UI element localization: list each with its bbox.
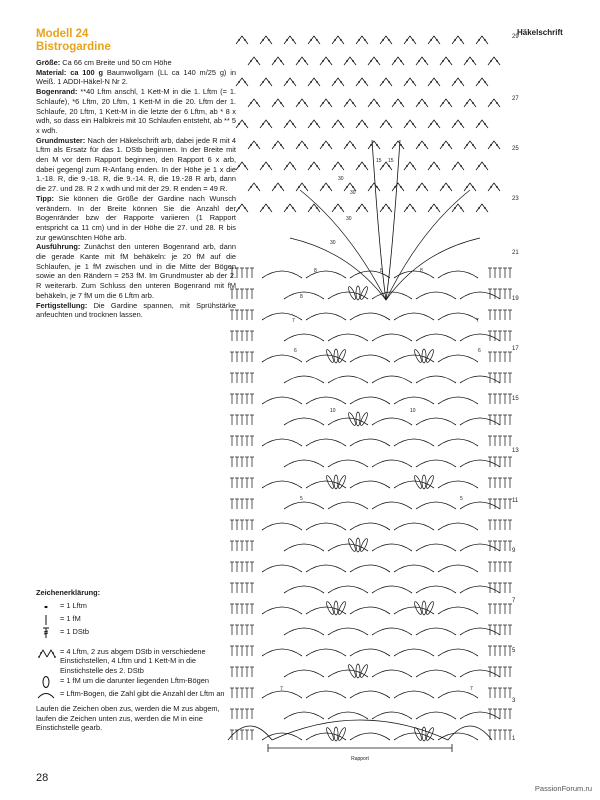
row-number: 21 xyxy=(512,250,519,256)
chain-count-label: 8 xyxy=(380,268,383,274)
chain-arch xyxy=(438,523,478,530)
chain-arch xyxy=(306,397,346,404)
chain-arch xyxy=(350,397,390,404)
chain-count-label: 30 xyxy=(350,190,356,196)
chain-count-label: 5 xyxy=(300,496,303,502)
chain-count-label: 8 xyxy=(314,268,317,274)
chain-arch xyxy=(438,649,478,656)
chain-count-label: 15 xyxy=(376,158,382,164)
chain-count-label: 6 xyxy=(294,348,297,354)
chain-count-label: 8 xyxy=(420,268,423,274)
chain-arch xyxy=(372,502,412,509)
border-arch xyxy=(448,726,492,740)
chain-arch xyxy=(438,481,478,488)
chain-arch xyxy=(328,586,368,593)
leaf-mark xyxy=(337,727,347,741)
instruction-label: Tipp: xyxy=(36,193,54,203)
chain-arch xyxy=(460,418,500,425)
chain-arch xyxy=(372,418,412,425)
instruction-text: Die Gardine spannen, mit Sprühstärke anfeuchten und trocknen lassen. xyxy=(36,300,236,320)
chain-arch xyxy=(416,502,456,509)
row-number: 13 xyxy=(512,448,519,454)
instruction-text: **40 Lftm anschl, 1 Kett-M in die 1. Lftm (= 1. Schlaufe), *6 Lftm, 20 Lftm, 1 Kett-M in die 20. Lftm der 1. Schlaufe, 20 Lftm, 1 Kett-M in die letzte der 6 Lftm, ab * 8 x wdh, so dass ein Halbkreis mit 10 Schlaufen entsteht, ab ** 5 x wdh. xyxy=(36,87,236,135)
row-numbers xyxy=(512,34,519,742)
row-number: 27 xyxy=(512,96,519,102)
chain-arch xyxy=(328,460,368,467)
chain-arch xyxy=(306,523,346,530)
chain-arch xyxy=(416,418,456,425)
chain-arch xyxy=(284,670,324,677)
chain-arch xyxy=(416,334,456,341)
chain-arch xyxy=(350,313,390,320)
row-number: 7 xyxy=(512,598,516,604)
chain-arch xyxy=(284,418,324,425)
zigzag-row xyxy=(248,57,500,65)
leaf-mark xyxy=(337,475,347,489)
chain-arch xyxy=(438,565,478,572)
chain-arch xyxy=(284,712,324,719)
chain-arch xyxy=(306,691,346,698)
chain-arch xyxy=(460,460,500,467)
watermark: PassionForum.ru xyxy=(534,784,592,793)
model-name: Bistrogardine xyxy=(36,41,111,53)
chain-arch xyxy=(306,271,346,278)
chain-arch xyxy=(394,439,434,446)
leaf-mark xyxy=(359,664,369,678)
chain-count-label: 7 xyxy=(470,686,473,692)
chain-arch xyxy=(350,691,390,698)
chain-arch xyxy=(350,733,390,740)
chain-arch xyxy=(262,439,302,446)
chain-count-label: 6 xyxy=(478,348,481,354)
chain-arch xyxy=(262,313,302,320)
chain-arch xyxy=(328,376,368,383)
instruction-label: Material: ca 100 g xyxy=(36,67,103,77)
chain-arch xyxy=(372,460,412,467)
chain-arch xyxy=(460,586,500,593)
chain-arch xyxy=(416,292,456,299)
chain-count-label: 15 xyxy=(388,158,394,164)
chain-arch xyxy=(262,607,302,614)
chain-arch xyxy=(262,397,302,404)
chain-arch xyxy=(262,691,302,698)
chain-arch xyxy=(262,523,302,530)
zigzag-row xyxy=(236,162,488,170)
row-number: 25 xyxy=(512,146,519,152)
chain-arch xyxy=(262,355,302,362)
instruction-label: Bogenrand: xyxy=(36,87,78,97)
chain-arch xyxy=(372,670,412,677)
chain-arch xyxy=(306,565,346,572)
chain-arch xyxy=(416,628,456,635)
chain-arch xyxy=(262,271,302,278)
fan-stitch xyxy=(372,140,400,300)
chain-arch xyxy=(438,271,478,278)
chain-arch xyxy=(394,523,434,530)
chain-arch xyxy=(438,691,478,698)
chain-arch xyxy=(438,397,478,404)
leaf-mark xyxy=(359,286,369,300)
row-number: 15 xyxy=(512,396,519,402)
chain-arch xyxy=(350,649,390,656)
chain-arch xyxy=(416,544,456,551)
instruction-label: Grundmuster: xyxy=(36,135,86,145)
chain-count-label: 30 xyxy=(338,176,344,182)
chain-arch xyxy=(350,439,390,446)
chain-arch xyxy=(372,586,412,593)
row-number: 1 xyxy=(512,736,516,742)
chain-count-label: 7 xyxy=(280,686,283,692)
row-number: 17 xyxy=(512,346,519,352)
rapport-bracket xyxy=(268,744,452,762)
chain-arch xyxy=(306,313,346,320)
row-number: 3 xyxy=(512,698,516,704)
row-number: 29 xyxy=(512,34,519,40)
chain-arch xyxy=(262,481,302,488)
chain-arch xyxy=(284,376,324,383)
chain-arch xyxy=(416,712,456,719)
chain-arch xyxy=(460,628,500,635)
chain-arch xyxy=(284,628,324,635)
zigzag-row xyxy=(248,183,500,191)
chain-arch xyxy=(372,628,412,635)
chain-arch xyxy=(438,313,478,320)
row-number: 5 xyxy=(512,648,516,654)
zigzag-row xyxy=(248,141,500,149)
row-number: 11 xyxy=(512,498,519,504)
chain-arch xyxy=(394,649,434,656)
legend-heading: Zeichenerklärung: xyxy=(36,588,101,597)
chain-arch xyxy=(460,670,500,677)
chain-arch xyxy=(460,376,500,383)
row-number: 23 xyxy=(512,196,519,202)
chain-arch xyxy=(350,607,390,614)
chain-arch xyxy=(262,565,302,572)
leaf-mark xyxy=(359,538,369,552)
chain-arch xyxy=(372,334,412,341)
chain-arch xyxy=(350,523,390,530)
model-number: Modell 24 xyxy=(36,28,89,40)
chain-arch xyxy=(416,670,456,677)
chain-arch xyxy=(372,712,412,719)
legend-text: = 1 fM xyxy=(60,613,81,623)
chain-arch xyxy=(372,376,412,383)
chain-arch xyxy=(438,355,478,362)
chain-arch xyxy=(460,712,500,719)
chain-count-label: 10 xyxy=(410,408,416,414)
legend-text: = 1 Lftm xyxy=(60,600,87,610)
chain-arch xyxy=(416,586,456,593)
chain-arch xyxy=(284,292,324,299)
chain-count-label: 30 xyxy=(330,240,336,246)
instruction-label: Ausführung: xyxy=(36,242,81,252)
chain-count-label: 7 xyxy=(292,318,295,324)
chain-arch xyxy=(372,544,412,551)
chain-count-label: 7 xyxy=(476,318,479,324)
leaf-mark xyxy=(425,349,435,363)
instruction-text: Baumwollgarn (LL ca 140 m/25 g) in Weiß. 1 ADDI-Häkel-N Nr 2. xyxy=(36,67,236,87)
chain-arch xyxy=(284,544,324,551)
row-number: 19 xyxy=(512,296,519,302)
chart-labels xyxy=(280,158,481,692)
chain-arch xyxy=(438,607,478,614)
chain-arch xyxy=(460,334,500,341)
page-number: 28 xyxy=(36,772,49,784)
chain-arch xyxy=(328,628,368,635)
chain-arch xyxy=(328,502,368,509)
chain-count-label: 5 xyxy=(460,496,463,502)
chain-arch xyxy=(438,733,478,740)
row-number: 9 xyxy=(512,548,516,554)
chain-arch xyxy=(438,439,478,446)
chain-arch xyxy=(284,334,324,341)
zigzag-row xyxy=(236,36,488,44)
legend-text: = 1 DStb xyxy=(60,626,89,636)
chain-arch xyxy=(306,439,346,446)
zigzag-row xyxy=(236,78,488,86)
chain-arch xyxy=(284,460,324,467)
leaf-mark xyxy=(337,349,347,363)
chain-arch xyxy=(350,565,390,572)
chain-arch xyxy=(306,649,346,656)
chain-arch xyxy=(284,586,324,593)
chart-body xyxy=(228,36,512,741)
chain-arch xyxy=(394,565,434,572)
leaf-mark xyxy=(425,601,435,615)
instruction-text: Zunächst den unteren Bogenrand arb, dann die gerade Kante mit fM behäkeln: je 20 fM auf die Schlaufen, je 1 fM zwischen und in die Mitte der Bögen sowie an den Rändern = 253 fM. Im Grundmuster ab der 2. R weiterarb. Zum Schluss den unteren Bogenrand mit fM behäkeln, je 7 fM um die 6 Lftm arb. xyxy=(36,242,236,300)
chain-arch xyxy=(394,271,434,278)
chain-arch xyxy=(262,649,302,656)
leaf-mark xyxy=(337,601,347,615)
chain-count-label: 30 xyxy=(346,216,352,222)
rapport-label: Rapport xyxy=(351,756,369,762)
chain-arch xyxy=(416,376,456,383)
chain-arch xyxy=(328,334,368,341)
zigzag-row xyxy=(236,120,488,128)
legend-text: = 4 Lftm, 2 zus abgem DStb in verschiedene Einstichstellen, 4 Lftm und 1 Kett-M in die Einstichstelle des 2. DStb xyxy=(60,646,206,675)
chain-arch xyxy=(350,355,390,362)
instruction-text: Ca 66 cm Breite und 50 cm Höhe xyxy=(60,58,172,67)
zigzag-row xyxy=(248,99,500,107)
leaf-mark xyxy=(359,412,369,426)
chain-arch xyxy=(460,502,500,509)
chart-title: Häkelschrift xyxy=(517,28,563,37)
chain-count-label: 8 xyxy=(300,294,303,300)
chain-arch xyxy=(394,691,434,698)
leaf-mark xyxy=(425,475,435,489)
instruction-label: Größe: xyxy=(36,58,61,67)
chain-arch xyxy=(416,460,456,467)
legend-note: Laufen die Zeichen oben zus, werden die M zus abgem, laufen die Zeichen unten zus, werden die M in eine Einstichstelle gearb. xyxy=(36,704,220,732)
fan-stitch xyxy=(300,190,470,300)
instruction-text: Nach der Häkelschrift arb, dabei jede R mit 4 Lftm als Ersatz für das 1. DStb beginnen. In der Breite mit den M vor dem Rapport beginnen, den Rapport 6 x arb, dabei gegengl zum R-Anfang enden. In der Höhe je 1 x die 1.-18. R, die 9.-18. R, die 9.-14. R, die 19.-28 R arb, dann die 27. und 28. R 2 x wdh und mit der 29. R enden = 49 R. xyxy=(36,135,236,194)
chain-arch xyxy=(328,712,368,719)
chain-arch xyxy=(262,733,302,740)
legend-text: = 1 fM um die darunter liegenden Lftm-Bögen xyxy=(60,676,209,685)
chain-arch xyxy=(372,292,412,299)
chain-arch xyxy=(394,313,434,320)
instruction-label: Fertigstellung: xyxy=(36,300,88,310)
chain-arch xyxy=(460,292,500,299)
chain-arch xyxy=(284,502,324,509)
legend-text: = Lftm-Bogen, die Zahl gibt die Anzahl der Lftm an xyxy=(60,689,225,698)
chain-arch xyxy=(350,481,390,488)
chain-arch xyxy=(394,397,434,404)
chain-count-label: 10 xyxy=(330,408,336,414)
chain-arch xyxy=(460,544,500,551)
instruction-text: Sie können die Größe der Gardine nach Wunsch verändern. In der Breite können Sie die Anzahl der Bogenränder bzw der Rapporte variieren (1 Rapport entspricht ca 11 cm) und in der Höhe die 27. und 28. R bis zur gewünschten Höhe arb. xyxy=(36,193,236,242)
